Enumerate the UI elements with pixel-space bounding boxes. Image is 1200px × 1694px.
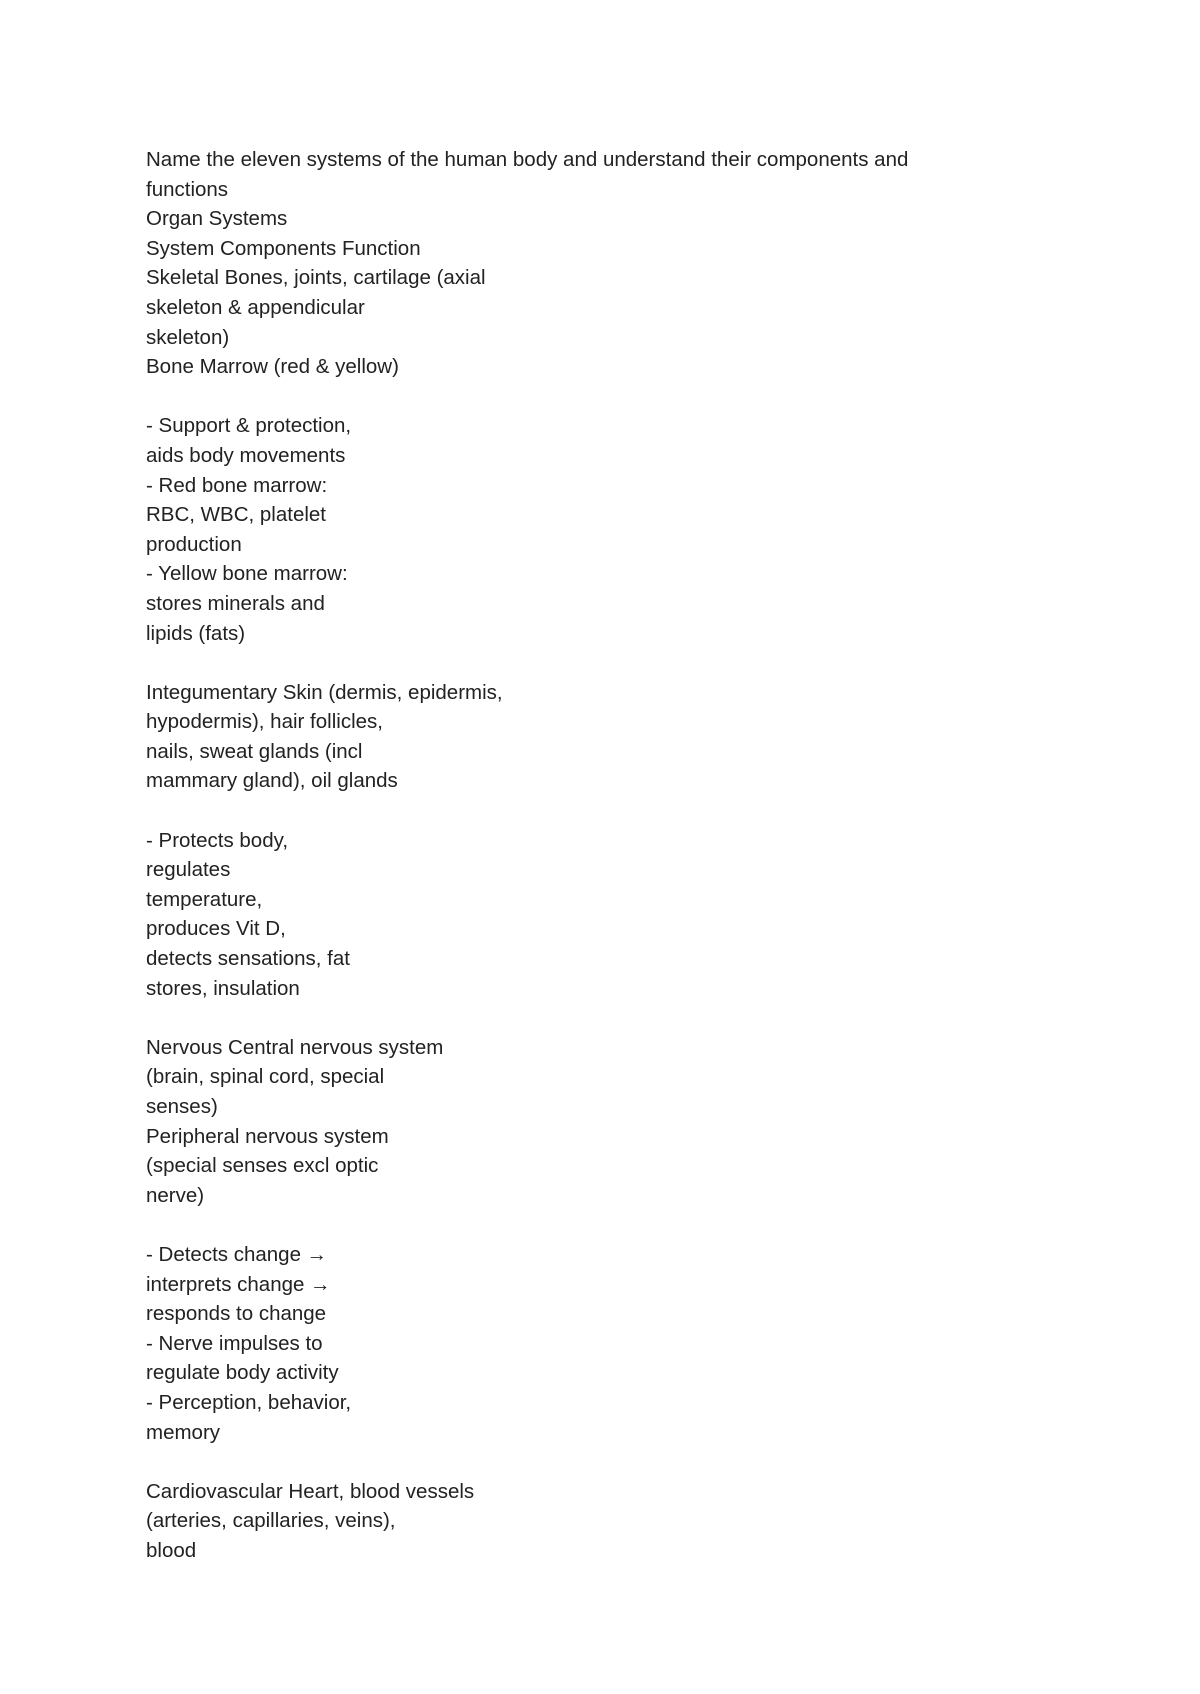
document-body xyxy=(146,145,1146,1566)
text-line: Name the eleven systems of the human body and understand their components and xyxy=(146,148,909,171)
text-line: production xyxy=(146,532,242,556)
text-line: - Support & protection, xyxy=(146,414,352,438)
text-line: - Detects change → xyxy=(146,1242,328,1266)
text-line: (arteries, capillaries, veins), xyxy=(146,1509,396,1533)
text-line: temperature, xyxy=(146,887,263,911)
text-line: senses) xyxy=(146,1095,218,1118)
text-line: skeleton & appendicular xyxy=(146,295,365,319)
text-line: nerve) xyxy=(146,1183,205,1207)
blank-line xyxy=(146,1447,1146,1477)
text-line: functions xyxy=(146,177,229,201)
text-line: produces Vit D, xyxy=(146,917,286,941)
text-line: RBC, WBC, platelet xyxy=(146,503,326,527)
text-line: - Red bone marrow: xyxy=(146,473,328,497)
text-line: Integumentary Skin (dermis, epidermis, xyxy=(146,680,503,704)
blank-line xyxy=(146,1210,1146,1240)
text-line: nails, sweat glands (incl xyxy=(146,739,363,763)
text-line: System Components Function xyxy=(146,236,421,260)
text-line: stores, insulation xyxy=(146,976,300,1000)
blank-line xyxy=(146,796,1146,826)
text-line: aids body movements xyxy=(146,443,346,467)
text-line: responds to change xyxy=(146,1302,327,1326)
blank-line xyxy=(146,382,1146,412)
blank-line xyxy=(146,648,1146,678)
text-line: stores minerals and xyxy=(146,591,325,615)
text-line: interprets change → xyxy=(146,1272,331,1296)
text-line: blood xyxy=(146,1538,197,1562)
text-line: Nervous Central nervous system xyxy=(146,1035,444,1059)
text-line: - Protects body, xyxy=(146,828,289,852)
text-line: - Yellow bone marrow: xyxy=(146,562,348,586)
text-line: hypodermis), hair follicles, xyxy=(146,710,383,734)
text-line: lipids (fats) xyxy=(146,621,246,645)
text-line: (brain, spinal cord, special xyxy=(146,1065,385,1089)
text-line: regulates xyxy=(146,858,231,882)
text-line: Peripheral nervous system xyxy=(146,1124,389,1148)
text-line: Organ Systems xyxy=(146,207,288,231)
blank-line xyxy=(146,1003,1146,1033)
text-line: mammary gland), oil glands xyxy=(146,769,398,793)
text-line: memory xyxy=(146,1420,221,1444)
text-line: detects sensations, fat xyxy=(146,947,350,971)
text-line: regulate body activity xyxy=(146,1361,339,1385)
text-line: - Perception, behavior, xyxy=(146,1390,352,1414)
text-line: (special senses excl optic xyxy=(146,1154,379,1178)
text-line: skeleton) xyxy=(146,325,230,349)
text-line: - Nerve impulses to xyxy=(146,1331,323,1355)
text-line: Cardiovascular Heart, blood vessels xyxy=(146,1479,475,1503)
text-line: Bone Marrow (red & yellow) xyxy=(146,355,399,379)
text-line: Skeletal Bones, joints, cartilage (axial xyxy=(146,266,486,290)
